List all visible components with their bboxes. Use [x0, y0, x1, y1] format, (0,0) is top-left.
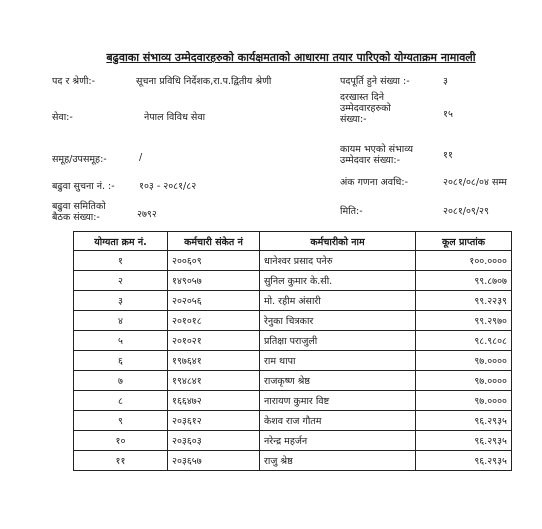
service-label: सेवा:-	[52, 112, 73, 123]
total-score-cell: ९७.००००	[416, 371, 512, 391]
document-title: बढुवाका संभाव्य उम्मेदवारहरुको कार्यक्षमताको आधारमा तयार पारिएको योग्यताक्रम नामावली	[106, 51, 476, 64]
rank-cell: ६	[74, 351, 168, 371]
applicants-value: १५	[443, 109, 453, 120]
employee-code-cell: १९७६४१	[168, 351, 260, 371]
employee-code-cell: १६६४७२	[168, 391, 260, 411]
employee-name-cell: राजु श्रेष्ठ	[260, 451, 416, 471]
rank-cell: ९	[74, 411, 168, 431]
table-row	[74, 391, 512, 411]
post-label: पद र श्रेणी:-	[52, 76, 96, 87]
employee-code-cell: १९४८४१	[168, 371, 260, 391]
table-row	[74, 411, 512, 431]
group-label: समूह/उपसमूह:-	[52, 154, 107, 165]
total-score-cell: ९९.८७०७	[416, 271, 512, 291]
table-row	[74, 311, 512, 331]
rank-cell: ४	[74, 311, 168, 331]
header-total-score: कूल प्राप्तांक	[416, 232, 512, 251]
employee-name-cell: राजकृष्ण श्रेष्ठ	[260, 371, 416, 391]
total-score-cell: ९६.२९३५	[416, 411, 512, 431]
vacancy-value: ३	[443, 76, 448, 87]
total-score-cell: ९७.००००	[416, 391, 512, 411]
date-value: २०८१/०९/२९	[443, 206, 489, 217]
employee-code-cell: २०३६५७	[168, 451, 260, 471]
employee-code-cell: २०३६१२	[168, 411, 260, 431]
rank-cell: ८	[74, 391, 168, 411]
period-label: अंक गणना अवधि:-	[340, 177, 409, 188]
table-row	[74, 431, 512, 451]
eligible-label: कायम भएको संभाव्य उम्मेदवार संख्या:-	[340, 144, 413, 166]
rank-cell: १	[74, 251, 168, 271]
employee-name-cell: धानेश्वर प्रसाद पनेरु	[260, 251, 416, 271]
header-employee-name: कर्मचारीको नाम	[260, 232, 416, 251]
meeting-value: २७९२	[137, 209, 157, 220]
employee-name-cell: केशव राज गौतम	[260, 411, 416, 431]
group-value: /	[139, 152, 143, 163]
notice-value: १०३ - २०८१/८२	[139, 181, 197, 192]
total-score-cell: ९९.२२३९	[416, 291, 512, 311]
rank-cell: २	[74, 271, 168, 291]
table-header-row	[74, 232, 512, 251]
table-row	[74, 451, 512, 471]
table-row	[74, 271, 512, 291]
total-score-cell: १००.००००	[416, 251, 512, 271]
employee-name-cell: सुनिल कुमार के.सी.	[260, 271, 416, 291]
eligible-value: ११	[443, 150, 453, 161]
total-score-cell: ९८.९८०८	[416, 331, 512, 351]
rank-cell: ७	[74, 371, 168, 391]
total-score-cell: ९७.००००	[416, 351, 512, 371]
period-value: २०८१/०८/०४ सम्म	[443, 177, 507, 188]
header-employee-code: कर्मचारी संकेत नं	[168, 232, 260, 251]
employee-code-cell: १४९०५७	[168, 271, 260, 291]
vacancy-label: पदपूर्ति हुने संख्या :-	[340, 76, 410, 87]
post-value: सूचना प्रविधि निर्देशक,रा.प.द्वितीय श्रेणी	[136, 76, 272, 87]
employee-name-cell: रेनुका चित्रकार	[260, 311, 416, 331]
employee-code-cell: २०१०२१	[168, 331, 260, 351]
employee-code-cell: २०३६०३	[168, 431, 260, 451]
date-label: मिति:-	[340, 206, 363, 217]
employee-code-cell: २००६०९	[168, 251, 260, 271]
rank-cell: ५	[74, 331, 168, 351]
rank-cell: ३	[74, 291, 168, 311]
table-row	[74, 351, 512, 371]
meeting-label: बढुवा समितिको बैठक संख्या:-	[52, 201, 106, 223]
employee-name-cell: नारायण कुमार विष्ट	[260, 391, 416, 411]
applicants-label: दरखास्त दिने उम्मेदवारहरुको संख्या:-	[340, 92, 391, 125]
service-value: नेपाल विविध सेवा	[144, 112, 206, 123]
table-row	[74, 291, 512, 311]
employee-name-cell: प्रतिक्षा पराजुली	[260, 331, 416, 351]
total-score-cell: ९६.२९३५	[416, 451, 512, 471]
employee-code-cell: २०२०५६	[168, 291, 260, 311]
rank-cell: १०	[74, 431, 168, 451]
employee-code-cell: २०१०१८	[168, 311, 260, 331]
employee-name-cell: मो. रहीम अंसारी	[260, 291, 416, 311]
total-score-cell: ९९.२९७०	[416, 311, 512, 331]
notice-label: बढुवा सुचना नं. :-	[52, 181, 115, 192]
header-rank: योग्यता क्रम नं.	[74, 232, 168, 251]
table-row	[74, 251, 512, 271]
total-score-cell: ९६.२९३५	[416, 431, 512, 451]
table-row	[74, 331, 512, 351]
employee-name-cell: राम थापा	[260, 351, 416, 371]
merit-list-table	[73, 231, 512, 471]
employee-name-cell: नरेन्द्र महर्जन	[260, 431, 416, 451]
table-row	[74, 371, 512, 391]
rank-cell: ११	[74, 451, 168, 471]
